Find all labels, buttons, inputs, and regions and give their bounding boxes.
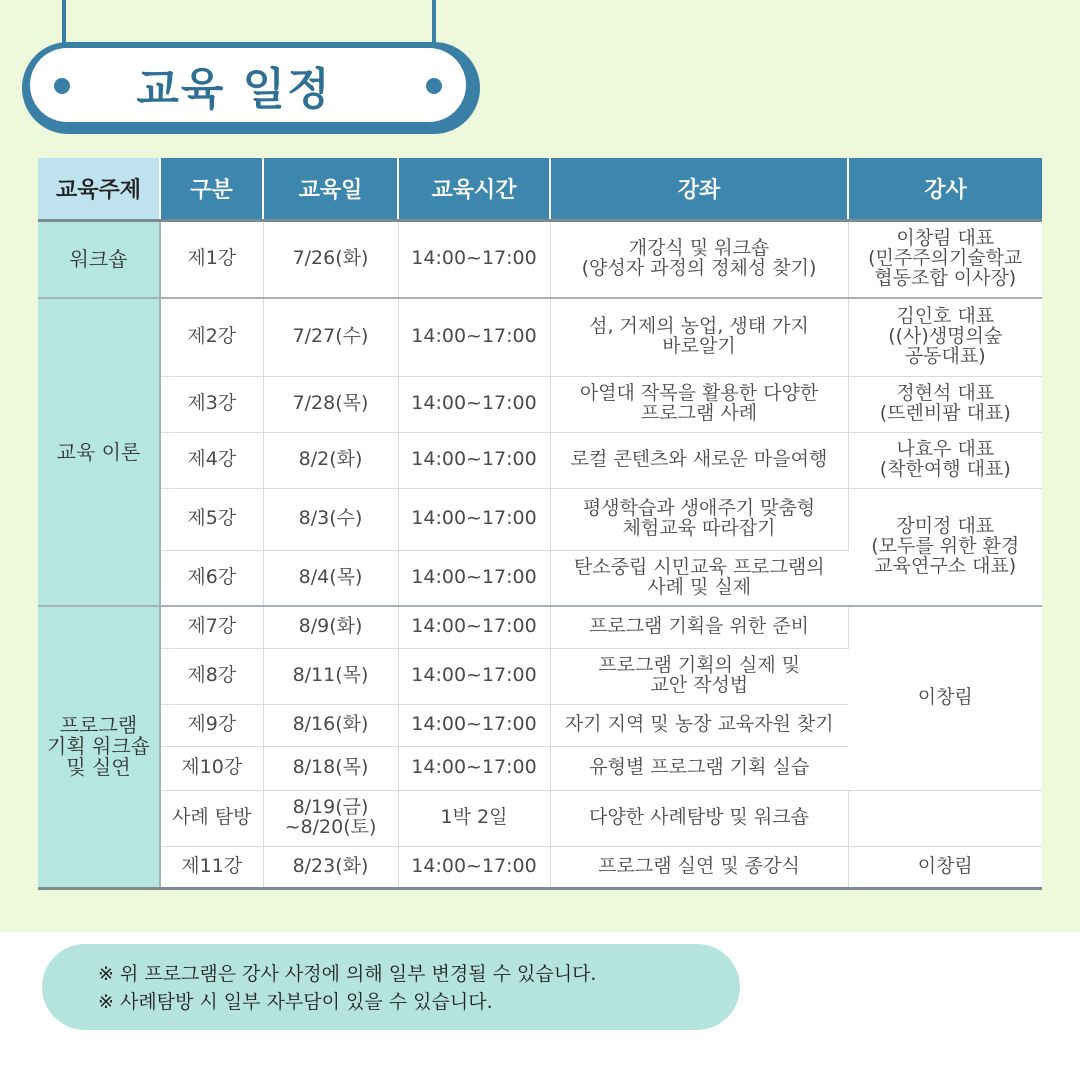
notice-box — [42, 944, 740, 1030]
session-cell: 사례 탐방 — [160, 790, 263, 846]
topic-cell-program: 프로그램 기획 워크숍 및 실연 — [38, 606, 160, 888]
time-cell: 14:00~17:00 — [398, 550, 550, 606]
time-cell: 1박 2일 — [398, 790, 550, 846]
session-cell: 제3강 — [160, 376, 263, 432]
lecture-cell: 프로그램 기획을 위한 준비 — [550, 606, 848, 648]
header-time: 교육시간 — [398, 158, 550, 220]
time-cell: 14:00~17:00 — [398, 432, 550, 488]
table-row — [38, 606, 1042, 648]
instructor-cell: 이창림 — [848, 606, 1042, 790]
instructor-cell: 이창림 — [848, 846, 1042, 888]
date-cell: 8/3(수) — [263, 488, 398, 550]
session-cell: 제11강 — [160, 846, 263, 888]
instructor-cell: 정현석 대표 (뜨렌비팜 대표) — [848, 376, 1042, 432]
lecture-cell: 평생학습과 생애주기 맞춤형 체험교육 따라잡기 — [550, 488, 848, 550]
session-cell: 제8강 — [160, 648, 263, 704]
lecture-cell: 유형별 프로그램 기획 실습 — [550, 746, 848, 790]
session-cell: 제5강 — [160, 488, 263, 550]
instructor-cell: 이창림 대표 (민주주의기술학교 협동조합 이사장) — [848, 220, 1042, 298]
date-cell: 8/11(목) — [263, 648, 398, 704]
date-cell: 8/19(금) ~8/20(토) — [263, 790, 398, 846]
time-cell: 14:00~17:00 — [398, 606, 550, 648]
table-row — [38, 220, 1042, 298]
header-topic: 교육주제 — [38, 158, 160, 220]
topic-cell-workshop: 워크숍 — [38, 220, 160, 298]
time-cell: 14:00~17:00 — [398, 846, 550, 888]
header-date: 교육일 — [263, 158, 398, 220]
session-cell: 제7강 — [160, 606, 263, 648]
date-cell: 8/16(화) — [263, 704, 398, 746]
time-cell: 14:00~17:00 — [398, 746, 550, 790]
time-cell: 14:00~17:00 — [398, 648, 550, 704]
date-cell: 8/4(목) — [263, 550, 398, 606]
table-row — [38, 846, 1042, 888]
instructor-cell: 장미정 대표 (모두를 위한 환경 교육연구소 대표) — [848, 488, 1042, 606]
table-row — [38, 376, 1042, 432]
instructor-cell: 나효우 대표 (착한여행 대표) — [848, 432, 1042, 488]
table-row — [38, 432, 1042, 488]
lecture-cell: 개강식 및 워크숍 (양성자 과정의 정체성 찾기) — [550, 220, 848, 298]
session-cell: 제2강 — [160, 298, 263, 376]
lecture-cell: 탄소중립 시민교육 프로그램의 사례 및 실제 — [550, 550, 848, 606]
session-cell: 제4강 — [160, 432, 263, 488]
session-cell: 제6강 — [160, 550, 263, 606]
instructor-cell — [848, 790, 1042, 846]
date-cell: 8/18(목) — [263, 746, 398, 790]
date-cell: 7/26(화) — [263, 220, 398, 298]
table-header-row — [38, 158, 1042, 220]
notice-line: ※ 위 프로그램은 강사 사정에 의해 일부 변경될 수 있습니다. — [98, 963, 597, 985]
header-session: 구분 — [160, 158, 263, 220]
header-lecture: 강좌 — [550, 158, 848, 220]
notice-line: ※ 사례탐방 시 일부 자부담이 있을 수 있습니다. — [98, 991, 493, 1013]
time-cell: 14:00~17:00 — [398, 488, 550, 550]
time-cell: 14:00~17:00 — [398, 298, 550, 376]
schedule-table — [38, 158, 1042, 890]
lecture-cell: 섬, 거제의 농업, 생태 가지 바로알기 — [550, 298, 848, 376]
time-cell: 14:00~17:00 — [398, 220, 550, 298]
lecture-cell: 다양한 사례탐방 및 워크숍 — [550, 790, 848, 846]
time-cell: 14:00~17:00 — [398, 376, 550, 432]
lecture-cell: 자기 지역 및 농장 교육자원 찾기 — [550, 704, 848, 746]
date-cell: 8/9(화) — [263, 606, 398, 648]
lecture-cell: 프로그램 실연 및 종강식 — [550, 846, 848, 888]
table-row — [38, 790, 1042, 846]
lecture-cell: 로컬 콘텐츠와 새로운 마을여행 — [550, 432, 848, 488]
session-cell: 제10강 — [160, 746, 263, 790]
date-cell: 7/27(수) — [263, 298, 398, 376]
session-cell: 제1강 — [160, 220, 263, 298]
date-cell: 8/23(화) — [263, 846, 398, 888]
topic-cell-theory: 교육 이론 — [38, 298, 160, 606]
lecture-cell: 아열대 작목을 활용한 다양한 프로그램 사례 — [550, 376, 848, 432]
table-row — [38, 488, 1042, 550]
date-cell: 8/2(화) — [263, 432, 398, 488]
session-cell: 제9강 — [160, 704, 263, 746]
header-instructor: 강사 — [848, 158, 1042, 220]
lecture-cell: 프로그램 기획의 실제 및 교안 작성법 — [550, 648, 848, 704]
table-row — [38, 298, 1042, 376]
page-title: 교육 일정 — [136, 64, 332, 115]
instructor-cell: 김인호 대표 ((사)생명의숲 공동대표) — [848, 298, 1042, 376]
date-cell: 7/28(목) — [263, 376, 398, 432]
time-cell: 14:00~17:00 — [398, 704, 550, 746]
